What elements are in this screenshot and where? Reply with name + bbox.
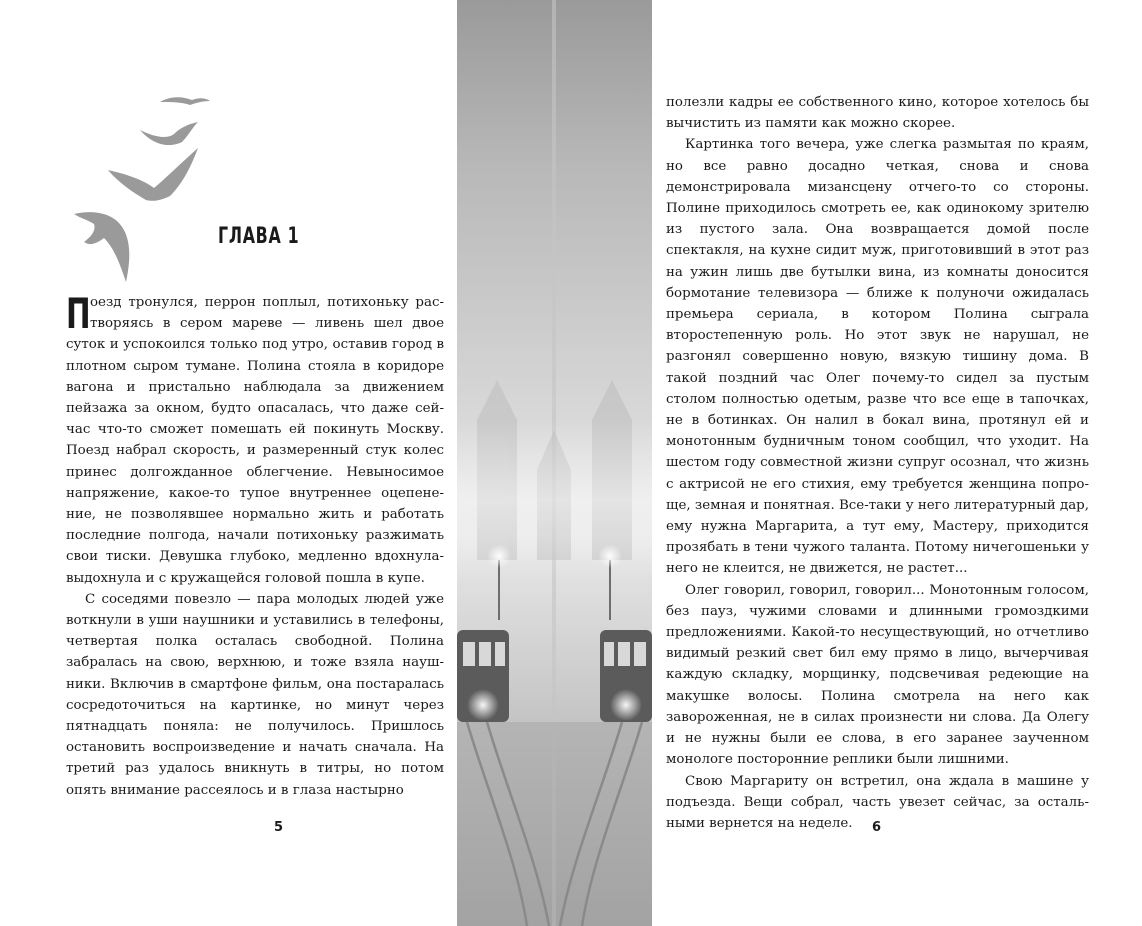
paragraph: Картинка того вечера, уже слегка размытая по краям, но все равно досадно четкая, снова и снова демонстрировала мизансцену отчего-то со стороны. Полине приходилось смотреть ее, как одинокому зрителю из пустого зала. Она возвращается домой после спектакля, на кухне сидит муж, приготовивший в этот раз на ужин лишь две бутылки вина, из комнаты доносится бормотание телевизора — ближе к полуночи ожидалась премьера сериала, в котором Полина сыграла второстепенную роль. Но этот звук не нарушал, не разгонял совершенно новую, вязкую тишину дома. В такой поздний час Олег почему-то сидел за пустым столом полностью одетым, разве что все еще в тапочках, не в ботинках. Он налил в бокал вина, протянул ей и монотонным будничным тоном сообщил, что уходит. На шестом году совместной жизни супруг осознал, что жизнь с актрисой не его стихия, ему требуется женщина попроще, земная и понятная. Все-таки у него литературный дар, ему нужна Маргарита, а тут ему, Мастеру, приходится прозябать в тени чужого таланта. Потому ничегошеньки у него не клеится, не движется, не растет... [666,137,1090,577]
page-number-left: 5 [274,820,284,835]
paragraph-text: оезд тронулся, перрон поплыл, потихоньку растворяясь в сером мареве — ливень шел двое суток и успокоился только под утро, оставив город в плотном сыром тумане. Полина стояла в коридоре вагона и пристально наблюдала за движением пейзажа за окном, будто опасалась, что даже сейчас что-то сможет помешать ей покинуть Москву. Поезд набрал скорость, и размеренный стук колес принес долгожданное облегчение. Невыносимое напряжение, какое-то тупое внутреннее оцепенение, не позволявшее нормально жить и работать последние полгода, начали потихоньку разжимать свои тиски. Девушка глубоко, медленно вдохнула-выдохнула и с кружащейся головой пошла в купе. [66,295,444,586]
left-page-text [66,289,444,801]
paragraph [66,289,444,589]
bird-icon [140,122,198,145]
paragraph: С соседями повезло — пара молодых людей уже воткнули в уши наушники и уставились в телефоны, четвертая полка осталась свободной. Полина забралась на свою, верхнюю, и тоже взяла наушники. Включив в смартфоне фильм, она постаралась сосредоточиться на картинке, но минут через пятнадцать поняла: не получилось. Пришлось остановить воспроизведение и начать сначала. На третий раз удалось вникнуть в титры, но потом опять внимание рассеялось и в глаза настырно [66,591,444,798]
tram-right [600,630,652,722]
lamp-glow-right [598,544,622,568]
lamp-glow-left [487,544,511,568]
left-page [0,0,457,926]
birds-illustration [70,92,220,292]
paragraph: Олег говорил, говорил, говорил... Монотонным голосом, без пауз, чужими словами и длинными громоздкими предложениями. Какой-то несуществующий, но отчетливо видимый резкий свет бил ему прямо в лицо, вычерчивая каждую складку, морщинку, подсвечивая редеющие на макушке волосы. Полина смотрела на него как завороженная, не в силах произнести ни слова. Да Олегу и не нужны были ее слова, в его заранее заученном монологе посторонние реплики были лишними. [666,582,1089,768]
chapter-title: ГЛАВА 1 [218,224,300,249]
paragraph: Свою Маргариту он встретил, она ждала в машине у подъезда. Вещи собрал, часть увезет сейчас, за остальными вернется на неделе. [666,773,1089,831]
bird-icon [160,97,210,105]
paragraph: полезли кадры ее собственного кино, которое хотелось бы вычистить из памяти как можно скорее. [666,95,1089,132]
drop-cap: П [66,289,91,338]
right-page [652,0,1142,926]
page-number-right: 6 [872,820,882,835]
bird-icon [74,212,129,282]
road [457,722,652,926]
right-page-text [666,92,1089,834]
tram-left [457,630,509,722]
bird-icon [108,148,198,201]
tram-fog-illustration [457,0,652,926]
fog-band [457,420,652,580]
